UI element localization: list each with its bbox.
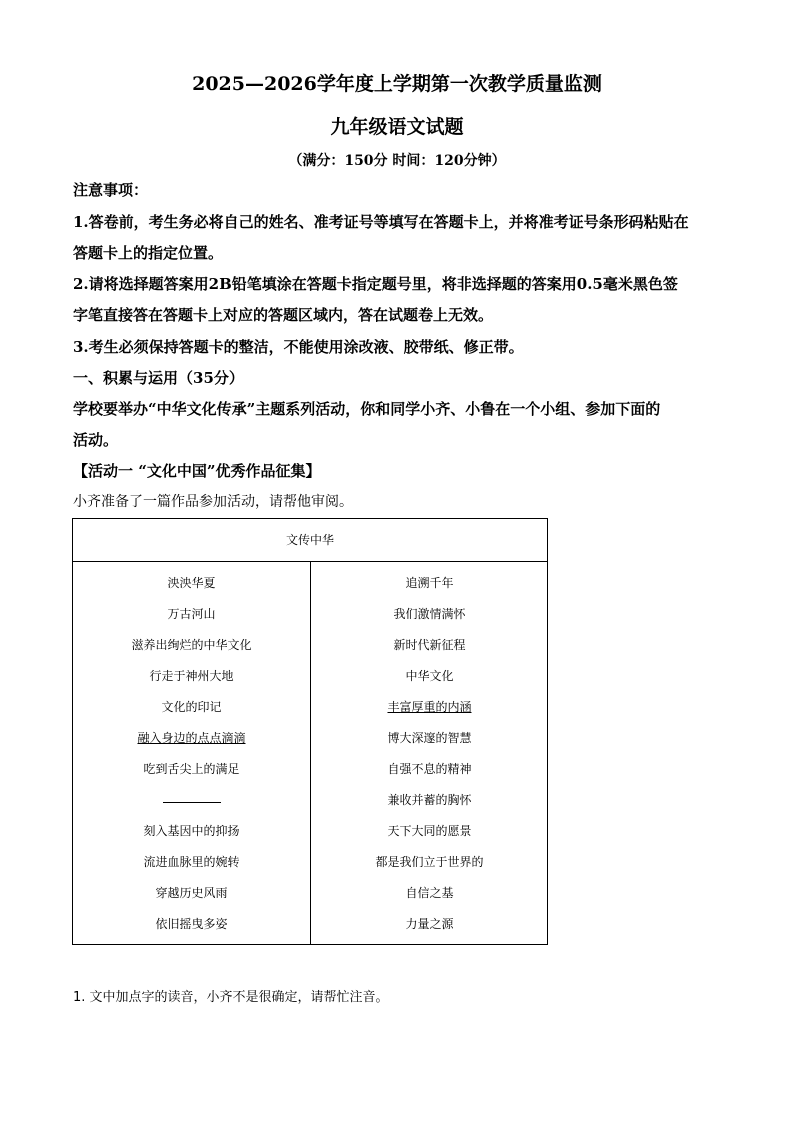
poem-line: 泱泱华夏 (167, 576, 216, 590)
poem-line: 行走于神州大地 (149, 669, 234, 683)
poem-line: 万古河山 (167, 607, 216, 621)
activity-1-intro: 小齐准备了一篇作品参加活动，请帮他审阅。 (73, 494, 353, 510)
poem-line: 滋养出绚烂的中华文化 (131, 638, 252, 652)
poem-line: 依旧摇曳多姿 (155, 917, 228, 931)
poem-line: 流进血脉里的婉转 (143, 855, 240, 869)
note-item-2-line-2: 字笔直接答在答题卡上对应的答题区域内，答在试题卷上无效。 (73, 306, 494, 324)
poem-line-wrap (311, 699, 548, 715)
poem-line: 博大深邃的智慧 (387, 731, 472, 745)
poem-line: 刻入基因中的抑扬 (143, 824, 240, 838)
score-time-line: （满分：150分 时间：120分钟） (288, 153, 506, 169)
section-1-heading: 一、积累与运用（35分） (73, 369, 244, 387)
poem-line: 穿越历史风雨 (155, 886, 228, 900)
fill-in-blank (163, 792, 221, 803)
notes-heading: 注意事项： (73, 181, 149, 199)
section-1-intro-line-2: 活动。 (73, 431, 119, 449)
poem-line: 力量之源 (405, 917, 454, 931)
question-1: 1. 文中加点字的读音，小齐不是很确定，请帮忙注音。 (73, 990, 389, 1005)
exam-title: 2025—2026学年度上学期第一次教学质量监测 (192, 73, 602, 95)
poem-line: 兼收并蓄的胸怀 (387, 793, 472, 807)
section-1-intro-line-1: 学校要举办“中华文化传承”主题系列活动，你和同学小齐、小鲁在一个小组、参加下面的 (73, 400, 661, 418)
poem-line: 自信之基 (405, 886, 454, 900)
poem-line: 都是我们立于世界的 (375, 855, 484, 869)
poem-title: 文传中华 (73, 519, 547, 562)
poem-line: 天下大同的愿景 (387, 824, 472, 838)
note-item-2-line-1: 2.请将选择题答案用2B铅笔填涂在答题卡指定题号里，将非选择题的答案用0.5毫米黑色签 (73, 275, 678, 293)
note-item-3: 3.考生必须保持答题卡的整洁，不能使用涂改液、胶带纸、修正带。 (73, 338, 524, 356)
poem-line: 自强不息的精神 (387, 762, 472, 776)
poem-line: 中华文化 (405, 669, 454, 683)
poem-line: 我们激情满怀 (393, 607, 466, 621)
poem-line-underlined: 融入身边的点点滴滴 (137, 731, 246, 745)
poem-table (72, 518, 548, 945)
poem-line: 追溯千年 (405, 576, 454, 590)
note-item-1-line-1: 1.答卷前，考生务必将自己的姓名、准考证号等填写在答题卡上，并将准考证号条形码粘贴在 (73, 213, 689, 231)
note-item-1-line-2: 答题卡上的指定位置。 (73, 244, 224, 262)
poem-fill-blank-wrap (73, 791, 310, 807)
exam-subtitle: 九年级语文试题 (330, 116, 464, 138)
activity-1-heading: 【活动一 “文化中国”优秀作品征集】 (73, 462, 321, 480)
poem-line: 新时代新征程 (393, 638, 466, 652)
poem-line: 吃到舌尖上的满足 (143, 762, 240, 776)
poem-line: 文化的印记 (161, 700, 222, 714)
poem-line-wrap (73, 730, 310, 746)
poem-line-underlined: 丰富厚重的内涵 (387, 700, 472, 714)
